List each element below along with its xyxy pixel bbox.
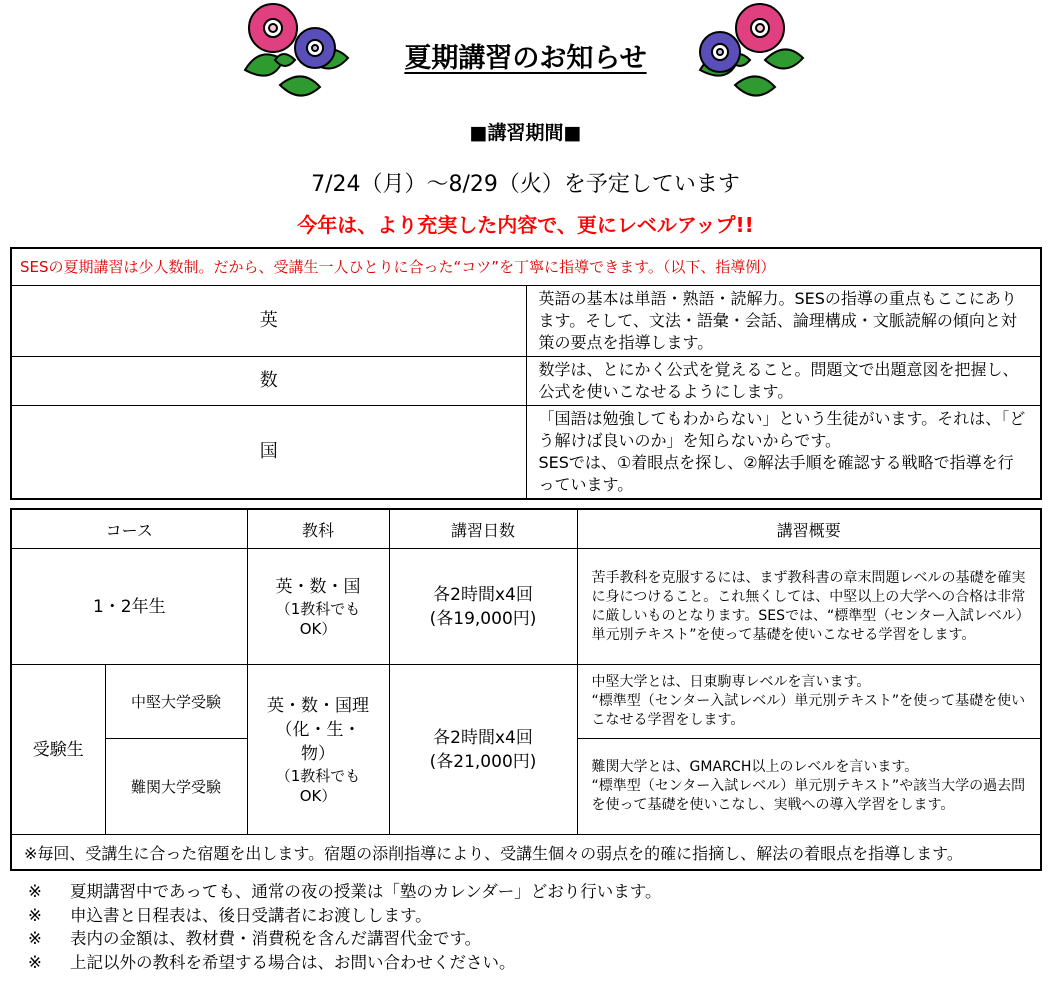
days-text: 各2時間x4回 — [433, 727, 533, 748]
subject-description — [526, 406, 1041, 500]
header-days: 講習日数 — [389, 509, 577, 549]
list-item — [28, 880, 661, 904]
price-text: (各21,000円) — [429, 751, 537, 772]
period-section-label: ■講習期間■ — [469, 122, 582, 144]
subject-description: 英語の基本は単語・熟語・読解力。SESの指導の重点もここにあります。そして、文法・語彙・会話、論理構成・文脈読解の傾向と対策の要点を指導します。 — [526, 286, 1041, 357]
table-footnote-row — [11, 835, 1041, 871]
page-title: 夏期講習のお知らせ — [404, 43, 647, 74]
subjects-text: 英・数・国理（化・生・物） — [267, 695, 370, 764]
intro-text: SESの夏期講習は少人数制。だから、受講生一人ひとりに合った“コツ”を丁寧に指導できます。（以下、指導例） — [11, 248, 1041, 286]
list-item — [28, 927, 661, 951]
intro-row — [11, 248, 1041, 286]
subject-description-line: 「国語は勉強してもわからない」という生徒がいます。それは、「どう解けば良いのか」を知らないからです。 — [538, 409, 1026, 450]
course-sub-label: 中堅大学受験 — [105, 665, 247, 739]
summary-line: 難関大学とは、GMARCH以上のレベルを言います。 — [591, 759, 919, 775]
course-summary — [577, 739, 1041, 835]
subjects-note: （1教科でもOK） — [275, 599, 361, 638]
price-text: (各19,000円) — [429, 608, 537, 629]
subject-guidance-table — [10, 247, 1042, 500]
header-summary: 講習概要 — [577, 509, 1041, 549]
course-name: 受験生 — [11, 665, 105, 835]
subject-label: 数 — [11, 357, 526, 406]
list-item — [28, 904, 661, 928]
list-item — [28, 951, 661, 975]
subject-label: 国 — [11, 406, 526, 500]
note-text: 夏期講習中であっても、通常の夜の授業は「塾のカレンダー」どおり行います。 — [70, 882, 662, 901]
header-course: コース — [11, 509, 247, 549]
course-table — [10, 508, 1042, 871]
subject-row-english — [11, 286, 1041, 357]
course-subjects — [247, 549, 389, 665]
header-subject: 教科 — [247, 509, 389, 549]
note-text: 申込書と日程表は、後日受講者にお渡しします。 — [70, 905, 432, 925]
summary-line: “標準型（センター入試レベル）単元別テキスト”や該当大学の過去問を使って基礎を使いこなし、実戦への導入学習をします。 — [591, 778, 1026, 813]
note-mark: ※ — [28, 929, 42, 948]
course-subjects — [247, 665, 389, 835]
subjects-note: （1教科でもOK） — [275, 766, 361, 805]
course-summary: 苦手教科を克服するには、まず教科書の章末問題レベルの基礎を確実に身につけること。これ無くしては、中堅以上の大学への合格は非常に厳しいものとなります。SESでは、“標準型（センター入試レベル）単元別テキスト”を使って基礎を使いこなせる学習をします。 — [577, 549, 1041, 665]
course-sub-label: 難関大学受験 — [105, 739, 247, 835]
summary-line: “標準型（センター入試レベル）単元別テキスト”を使って基礎を使いこなせる学習をします。 — [591, 693, 1026, 728]
subject-description-line: SESでは、①着眼点を探し、②解法手順を確認する戦略で指導を行っています。 — [538, 453, 1014, 494]
subject-label: 英 — [11, 286, 526, 357]
note-text: 上記以外の教科を希望する場合は、お問い合わせください。 — [70, 952, 516, 972]
table-header-row — [11, 509, 1041, 549]
note-text: 表内の金額は、教材費・消費税を含んだ講習代金です。 — [70, 929, 482, 948]
notes-list — [28, 880, 661, 974]
subject-description: 数学は、とにかく公式を覚えること。問題文で出題意図を把握し、公式を使いこなせるようにします。 — [526, 357, 1041, 406]
course-days — [389, 549, 577, 665]
course-days — [389, 665, 577, 835]
course-row-exam-mid — [11, 665, 1041, 739]
note-mark: ※ — [28, 952, 42, 972]
note-mark: ※ — [28, 905, 42, 925]
days-text: 各2時間x4回 — [433, 584, 533, 605]
course-row-year12 — [11, 549, 1041, 665]
note-mark: ※ — [28, 882, 42, 901]
course-summary — [577, 665, 1041, 739]
catchphrase: 今年は、より充実した内容で、更にレベルアップ!! — [297, 213, 754, 237]
subject-row-japanese — [11, 406, 1041, 500]
table-footnote: ※毎回、受講生に合った宿題を出します。宿題の添削指導により、受講生個々の弱点を的確に指摘し、解法の着眼点を指導します。 — [11, 835, 1041, 871]
summary-line: 中堅大学とは、日東駒専レベルを言います。 — [591, 674, 871, 690]
period-text: 7/24（月）～8/29（火）を予定しています — [311, 172, 740, 197]
subject-row-math — [11, 357, 1041, 406]
course-name: 1・2年生 — [11, 549, 247, 665]
subjects-text: 英・数・国 — [275, 576, 361, 597]
